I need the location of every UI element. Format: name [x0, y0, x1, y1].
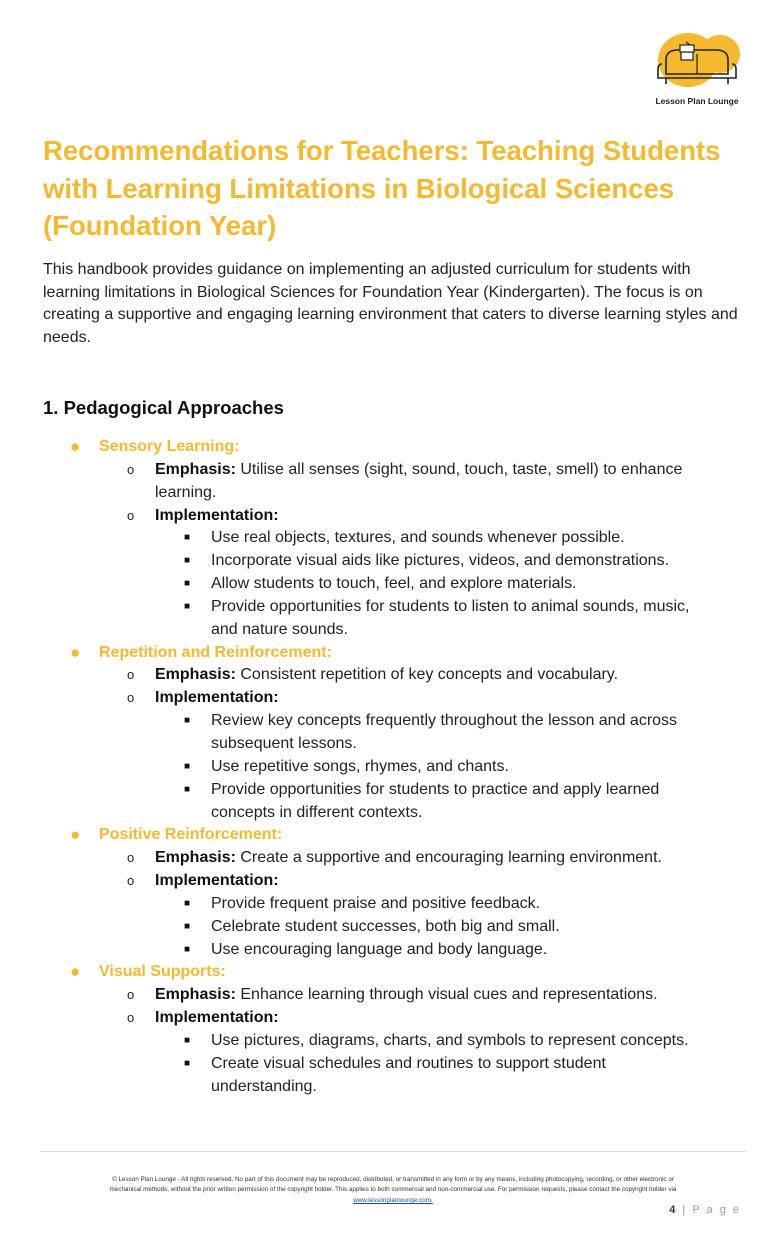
list-item	[0, 436, 784, 459]
list-item	[0, 824, 784, 847]
implementation-item-continued: subsequent lessons.	[211, 734, 357, 752]
square-bullet-icon: ■	[184, 715, 191, 727]
emphasis-label: Emphasis:	[155, 460, 236, 478]
implementation-item: Provide opportunities for students to practice and apply learned	[211, 780, 660, 798]
square-bullet-icon: ■	[184, 783, 191, 795]
intro-paragraph: This handbook provides guidance on implementing an adjusted curriculum for students with learning limitations in Biological Sciences for Foundation Year (Kindergarten). The focus is on creating a supportive and engaging learning environment that caters to diverse learning styles and needs.	[43, 261, 738, 346]
page-number-value: 4	[669, 1204, 678, 1216]
list-item	[0, 1030, 784, 1053]
implementation-label: Implementation:	[155, 1009, 279, 1027]
sofa-logo-icon	[650, 30, 744, 92]
emphasis-text	[155, 984, 658, 1007]
list-item	[0, 527, 784, 550]
emphasis-label: Emphasis:	[155, 666, 236, 684]
list-item	[0, 916, 784, 939]
list-item	[0, 1076, 784, 1099]
square-bullet-icon: ■	[184, 943, 191, 955]
bullet-icon: ●	[70, 825, 81, 845]
circle-bullet-icon: o	[127, 461, 135, 477]
emphasis-text	[155, 664, 618, 687]
list-item	[0, 779, 784, 802]
square-bullet-icon: ■	[184, 600, 191, 612]
footer-copyright	[50, 1175, 736, 1206]
list-item	[0, 573, 784, 596]
emphasis-value: Utilise all senses (sight, sound, touch, taste, smell) to enhance	[235, 460, 683, 478]
implementation-item: Allow students to touch, feel, and explore materials.	[211, 575, 577, 593]
square-bullet-icon: ■	[184, 920, 191, 932]
logo-text: Lesson Plan Lounge	[655, 96, 739, 106]
list-item	[0, 550, 784, 573]
emphasis-value: Consistent repetition of key concepts and vocabulary.	[235, 666, 619, 684]
square-bullet-icon: ■	[184, 532, 191, 544]
list-item	[0, 459, 784, 482]
implementation-label: Implementation:	[155, 689, 279, 707]
list-item	[0, 893, 784, 916]
implementation-item: Incorporate visual aids like pictures, videos, and demonstrations.	[211, 552, 670, 570]
emphasis-continued: learning.	[155, 483, 217, 501]
implementation-item: Use real objects, textures, and sounds whenever possible.	[211, 529, 625, 547]
footer-line: mechanical methods, without the prior written permission of the copyright holder. This applies to both commercial and non-commercial use. For permission requests, please contact the copyright holder via	[109, 1186, 677, 1194]
list-item	[0, 802, 784, 825]
implementation-item: Use pictures, diagrams, charts, and symbols to represent concepts.	[211, 1031, 689, 1049]
implementation-item: Celebrate student successes, both big and small.	[211, 917, 560, 935]
square-bullet-icon: ■	[184, 578, 191, 590]
list-item	[0, 642, 784, 665]
pedagogical-approaches-list	[0, 436, 784, 1098]
list-item	[0, 847, 784, 870]
implementation-item-continued: concepts in different contexts.	[211, 803, 423, 821]
list-item	[0, 1053, 784, 1076]
square-bullet-icon: ■	[184, 1034, 191, 1046]
list-item	[0, 939, 784, 962]
list-item	[0, 664, 784, 687]
circle-bullet-icon: o	[127, 987, 135, 1003]
list-item	[0, 505, 784, 528]
square-bullet-icon: ■	[184, 897, 191, 909]
implementation-item: Provide opportunities for students to listen to animal sounds, music,	[211, 597, 690, 615]
square-bullet-icon: ■	[184, 760, 191, 772]
implementation-label: Implementation:	[155, 506, 279, 524]
bullet-icon: ●	[70, 437, 81, 456]
list-item	[0, 961, 784, 984]
implementation-item-continued: understanding.	[211, 1077, 317, 1095]
footer-line: © Lesson Plan Lounge - All rights reserved. No part of this document may be reproduced, distributed, or transmitted in any form or by any means, including photocopying, recording, or other electronic or	[112, 1176, 674, 1183]
circle-bullet-icon: o	[127, 850, 135, 866]
subheading-positive-reinforcement: Positive Reinforcement:	[99, 826, 283, 844]
list-item	[0, 984, 784, 1007]
implementation-item: Create visual schedules and routines to support student	[211, 1054, 606, 1072]
circle-bullet-icon: o	[127, 873, 135, 889]
circle-bullet-icon: o	[127, 507, 135, 523]
list-item	[0, 733, 784, 756]
emphasis-label: Emphasis:	[155, 849, 236, 867]
emphasis-text	[155, 847, 662, 870]
emphasis-label: Emphasis:	[155, 986, 236, 1004]
list-item	[0, 482, 784, 505]
subheading-repetition: Repetition and Reinforcement:	[99, 643, 332, 661]
implementation-label: Implementation:	[155, 872, 279, 890]
page-number	[669, 1204, 741, 1216]
subheading-sensory-learning: Sensory Learning:	[99, 438, 240, 455]
implementation-item: Provide frequent praise and positive feedback.	[211, 894, 541, 912]
list-item	[0, 756, 784, 779]
square-bullet-icon: ■	[184, 1057, 191, 1069]
list-item	[0, 687, 784, 710]
list-item	[0, 710, 784, 733]
circle-bullet-icon: o	[127, 667, 135, 683]
logo	[646, 30, 748, 108]
emphasis-value: Create a supportive and encouraging learning environment.	[235, 849, 662, 867]
footer-website-link[interactable]: www.lessonplanlounge.com.	[353, 1196, 433, 1204]
page-title: Recommendations for Teachers: Teaching Students with Learning Limitations in Biological Sciences (Foundation Year)	[43, 135, 721, 241]
implementation-item: Use encouraging language and body language.	[211, 940, 548, 958]
list-item	[0, 596, 784, 619]
footer-divider	[40, 1151, 746, 1152]
list-item	[0, 619, 784, 642]
implementation-item: Review key concepts frequently throughout the lesson and across	[211, 712, 678, 730]
bullet-icon: ●	[70, 962, 81, 982]
list-item	[0, 1007, 784, 1030]
subheading-visual-supports: Visual Supports:	[99, 963, 226, 981]
emphasis-text	[155, 459, 682, 482]
page-label: | P a g e	[682, 1204, 741, 1216]
circle-bullet-icon: o	[127, 690, 135, 706]
circle-bullet-icon: o	[127, 1010, 135, 1026]
square-bullet-icon: ■	[184, 555, 191, 567]
list-item	[0, 870, 784, 893]
section-heading: 1. Pedagogical Approaches	[43, 397, 284, 418]
bullet-icon: ●	[70, 642, 81, 662]
implementation-item: Use repetitive songs, rhymes, and chants.	[211, 757, 509, 775]
implementation-item-continued: and nature sounds.	[211, 620, 348, 638]
emphasis-value: Enhance learning through visual cues and representations.	[235, 986, 658, 1004]
